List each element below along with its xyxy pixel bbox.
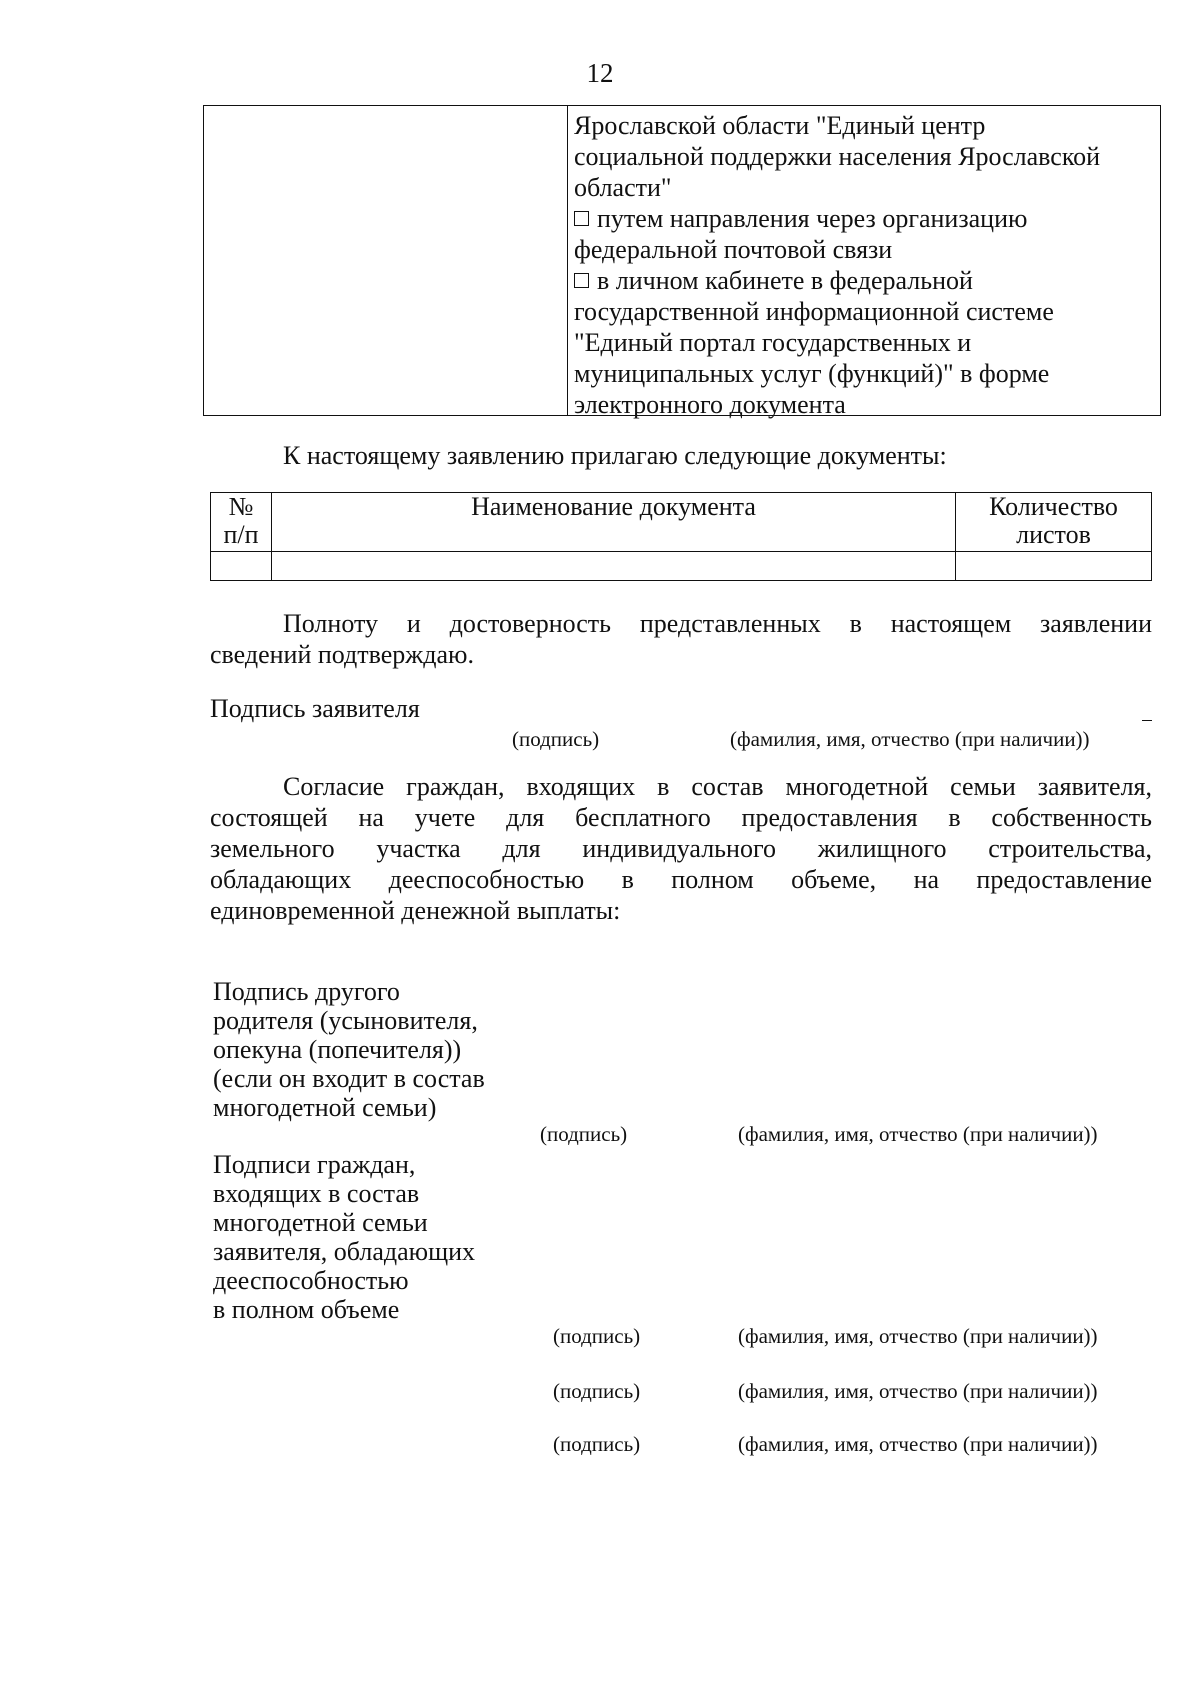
other-parent-sign-caption: (подпись): [540, 1122, 628, 1146]
checkbox-post[interactable]: [574, 211, 589, 226]
text-line: муниципальных услуг (функций)" в форме: [574, 359, 1050, 388]
column-header-number: № п/п: [211, 493, 272, 552]
family-name-caption-2: (фамилия, имя, отчество (при наличии)): [738, 1379, 1098, 1403]
family-name-caption-3: (фамилия, имя, отчество (при наличии)): [738, 1432, 1098, 1456]
text-line: федеральной почтовой связи: [574, 235, 893, 264]
attachments-intro: К настоящему заявлению прилагаю следующие документы:: [283, 441, 947, 470]
option-portal-label: в личном кабинете в федеральной: [597, 266, 973, 295]
option-post-line: [574, 203, 1152, 234]
checkbox-portal[interactable]: [574, 273, 589, 288]
option-portal-line: [574, 265, 1152, 296]
cell-sheet-count[interactable]: [956, 552, 1152, 581]
other-parent-name-caption: (фамилия, имя, отчество (при наличии)): [738, 1122, 1098, 1146]
family-sign-caption-3: (подпись): [553, 1432, 641, 1456]
family-members-signature-label: Подписи граждан, входящих в состав многодетной семьи заявителя, обладающих дееспособностью в полном объеме: [213, 1150, 476, 1324]
column-header-document-name: Наименование документа: [272, 493, 956, 552]
delivery-method-cell: [574, 110, 1152, 420]
cell-document-name[interactable]: [272, 552, 956, 581]
text-line: Ярославской области "Единый центр: [574, 111, 986, 140]
option-post-label: путем направления через организацию: [597, 204, 1028, 233]
applicant-signature-label: Подпись заявителя: [210, 694, 420, 723]
applicant-name-caption: (фамилия, имя, отчество (при наличии)): [730, 727, 1090, 751]
signature-line-tick: [1142, 720, 1152, 721]
family-sign-caption-1: (подпись): [553, 1324, 641, 1348]
family-sign-caption-2: (подпись): [553, 1379, 641, 1403]
table-row: [211, 552, 1152, 581]
family-name-caption-1: (фамилия, имя, отчество (при наличии)): [738, 1324, 1098, 1348]
table-header-row: [211, 493, 1152, 552]
table-divider: [567, 106, 568, 415]
completeness-statement: Полноту и достоверность представленных в настоящем заявлении сведений подтверждаю.: [210, 609, 1152, 669]
text-line: "Единый портал государственных и: [574, 328, 972, 357]
attachments-table: [210, 492, 1152, 581]
text-line: социальной поддержки населения Ярославской: [574, 142, 1101, 171]
applicant-sign-caption: (подпись): [512, 727, 600, 751]
page-number: 12: [586, 58, 614, 88]
delivery-method-table: [203, 105, 1161, 419]
text-line: электронного документа: [574, 390, 846, 419]
other-parent-signature-label: Подпись другого родителя (усыновителя, опекуна (попечителя)) (если он входит в состав многодетной семьи): [213, 977, 485, 1122]
cell-number[interactable]: [211, 552, 272, 581]
column-header-sheet-count: Количество листов: [956, 493, 1152, 552]
text-line: государственной информационной системе: [574, 297, 1054, 326]
consent-paragraph: Согласие граждан, входящих в состав многодетной семьи заявителя, состоящей на учете для бесплатного предоставления в собственность земельного участка для индивидуального жилищного строительства, обладающих дееспособностью в полном объеме, на предоставление единовременной денежной выплаты:: [210, 772, 1152, 925]
text-line: области": [574, 173, 672, 202]
